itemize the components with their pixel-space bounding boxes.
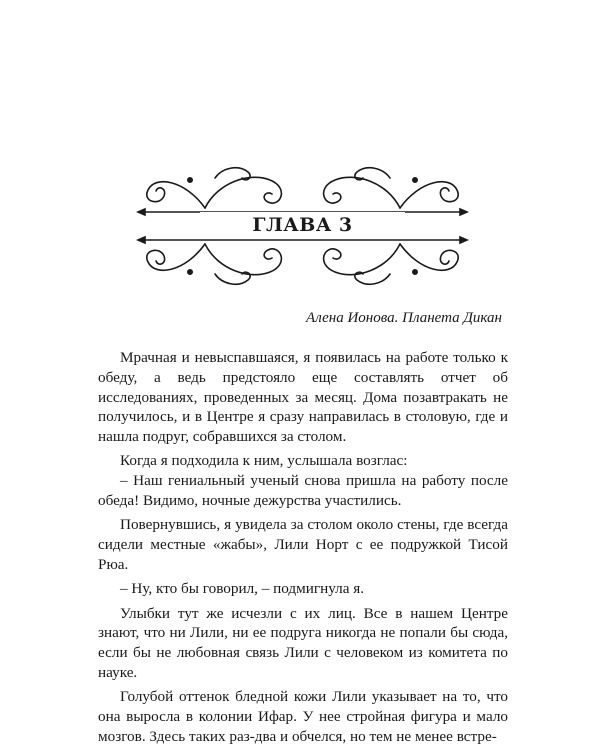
paragraph: Голубой оттенок бледной кожи Лили указывает на то, что она выросла в колонии Ифар. У нее стройная фигура и мало мозгов. Здесь таких раз-два и обчелся, но тем не менее встре- — [98, 688, 508, 745]
paragraph: Мрачная и невыспавшаяся, я появилась на работе только к обеду, а ведь предстояло еще составлять отчет об исследованиях, проведенных за месяц. Дома позавтракать не получилось, и в Центре я сразу направилась в столовую, где и нашла подруг, собравшихся за столом. — [98, 349, 508, 446]
paragraph: – Наш гениальный ученый снова пришла на работу после обеда! Видимо, ночные дежурства участились. — [98, 472, 508, 510]
paragraph: Когда я подходила к ним, услышала возглас: — [120, 452, 408, 470]
paragraph: Повернувшись, я увидела за столом около стены, где всегда сидели местные «жабы», Лили Норт с ее подружкой Тисой Рюа. — [98, 516, 508, 573]
paragraph: – Ну, кто бы говорил, – подмигнула я. — [120, 580, 365, 598]
chapter-body — [98, 348, 508, 751]
paragraph: Улыбки тут же исчезли с их лиц. Все в нашем Центре знают, что ни Лили, ни ее подруга никогда не попали бы сюда, если бы не любовная связь Лили с человеком из комитета по науке. — [98, 604, 508, 681]
running-header: Алена Ионова. Планета Дикан — [306, 310, 502, 326]
chapter-title: ГЛАВА 3 — [200, 212, 405, 238]
